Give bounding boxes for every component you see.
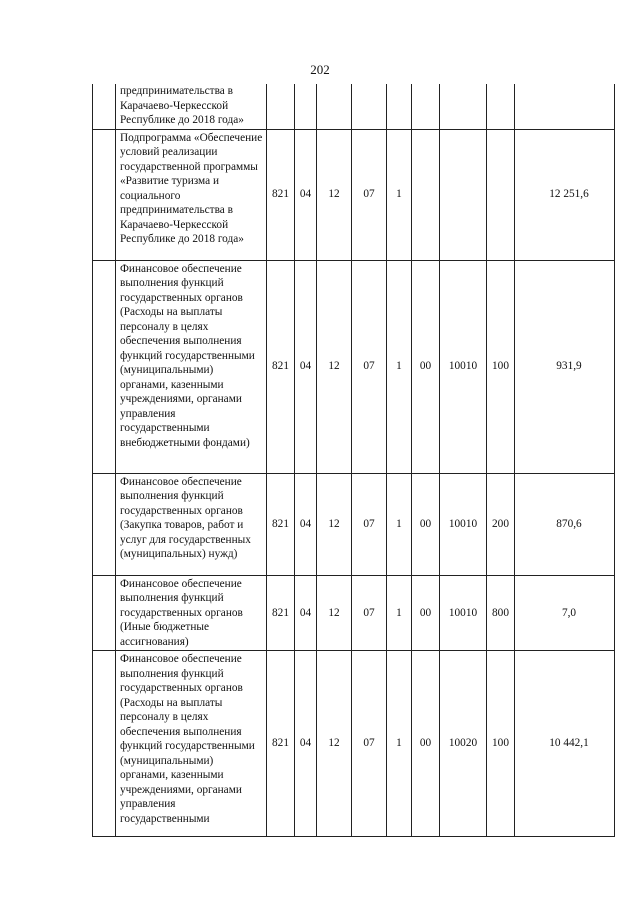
direction-code: 00 <box>412 473 440 575</box>
subprogram-code <box>387 84 412 129</box>
direction-code <box>412 84 440 129</box>
row-name: Финансовое обеспечение выполнения функций государственных органов (Расходы на выплаты персоналу в целях обеспечения выполнения функций государственными (муниципальными) органами, казенными учреждениями, органами управления государственными <box>116 651 267 837</box>
expense-type-code: 100 <box>487 260 515 473</box>
section-code: 04 <box>295 473 317 575</box>
row-spacer-cell <box>93 575 116 651</box>
row-spacer-cell <box>93 84 116 129</box>
row-spacer-cell <box>93 260 116 473</box>
row-spacer-cell <box>93 651 116 837</box>
target-code: 10020 <box>440 651 487 837</box>
subsection-code: 12 <box>317 651 352 837</box>
row-name: Финансовое обеспечение выполнения функций государственных органов (Закупка товаров, работ и услуг для государственных (муниципальных) нужд) <box>116 473 267 575</box>
amount: 931,9 <box>515 260 615 473</box>
amount: 7,0 <box>515 575 615 651</box>
ministry-code: 821 <box>267 651 295 837</box>
program-code <box>352 84 387 129</box>
target-code: 10010 <box>440 260 487 473</box>
program-code: 07 <box>352 260 387 473</box>
subsection-code <box>317 84 352 129</box>
subprogram-code: 1 <box>387 575 412 651</box>
row-name: Финансовое обеспечение выполнения функций государственных органов (Иные бюджетные ассигнования) <box>116 575 267 651</box>
direction-code: 00 <box>412 575 440 651</box>
table-row <box>93 473 615 575</box>
amount: 10 442,1 <box>515 651 615 837</box>
expense-type-code: 200 <box>487 473 515 575</box>
table-row <box>93 651 615 837</box>
subsection-code: 12 <box>317 575 352 651</box>
program-code: 07 <box>352 651 387 837</box>
target-code <box>440 84 487 129</box>
amount: 870,6 <box>515 473 615 575</box>
expense-type-code: 100 <box>487 651 515 837</box>
program-code: 07 <box>352 129 387 260</box>
table-row <box>93 575 615 651</box>
ministry-code: 821 <box>267 473 295 575</box>
subsection-code: 12 <box>317 473 352 575</box>
section-code: 04 <box>295 575 317 651</box>
subprogram-code: 1 <box>387 651 412 837</box>
budget-table <box>92 84 615 837</box>
target-code: 10010 <box>440 575 487 651</box>
row-name: Подпрограмма «Обеспечение условий реализации государственной программы «Развитие туризма и социального предпринимательства в Карачаево-Черкесской Республике до 2018 года» <box>116 129 267 260</box>
direction-code <box>412 129 440 260</box>
section-code <box>295 84 317 129</box>
expense-type-code <box>487 129 515 260</box>
amount: 12 251,6 <box>515 129 615 260</box>
subprogram-code: 1 <box>387 129 412 260</box>
row-name: предпринимательства в Карачаево-Черкесской Республике до 2018 года» <box>116 84 267 129</box>
direction-code: 00 <box>412 260 440 473</box>
row-name: Финансовое обеспечение выполнения функций государственных органов (Расходы на выплаты персоналу в целях обеспечения выполнения функций государственными (муниципальными) органами, казенными учреждениями, органами управления государственными внебюджетными фондами) <box>116 260 267 473</box>
section-code: 04 <box>295 129 317 260</box>
program-code: 07 <box>352 473 387 575</box>
ministry-code: 821 <box>267 129 295 260</box>
section-code: 04 <box>295 260 317 473</box>
program-code: 07 <box>352 575 387 651</box>
table-row <box>93 129 615 260</box>
subsection-code: 12 <box>317 129 352 260</box>
table-row <box>93 260 615 473</box>
ministry-code: 821 <box>267 575 295 651</box>
subsection-code: 12 <box>317 260 352 473</box>
subprogram-code: 1 <box>387 473 412 575</box>
expense-type-code <box>487 84 515 129</box>
ministry-code: 821 <box>267 260 295 473</box>
page-number: 202 <box>310 62 330 77</box>
ministry-code <box>267 84 295 129</box>
amount <box>515 84 615 129</box>
target-code: 10010 <box>440 473 487 575</box>
row-spacer-cell <box>93 129 116 260</box>
table-row <box>93 84 615 129</box>
direction-code: 00 <box>412 651 440 837</box>
row-spacer-cell <box>93 473 116 575</box>
expense-type-code: 800 <box>487 575 515 651</box>
subprogram-code: 1 <box>387 260 412 473</box>
section-code: 04 <box>295 651 317 837</box>
target-code <box>440 129 487 260</box>
